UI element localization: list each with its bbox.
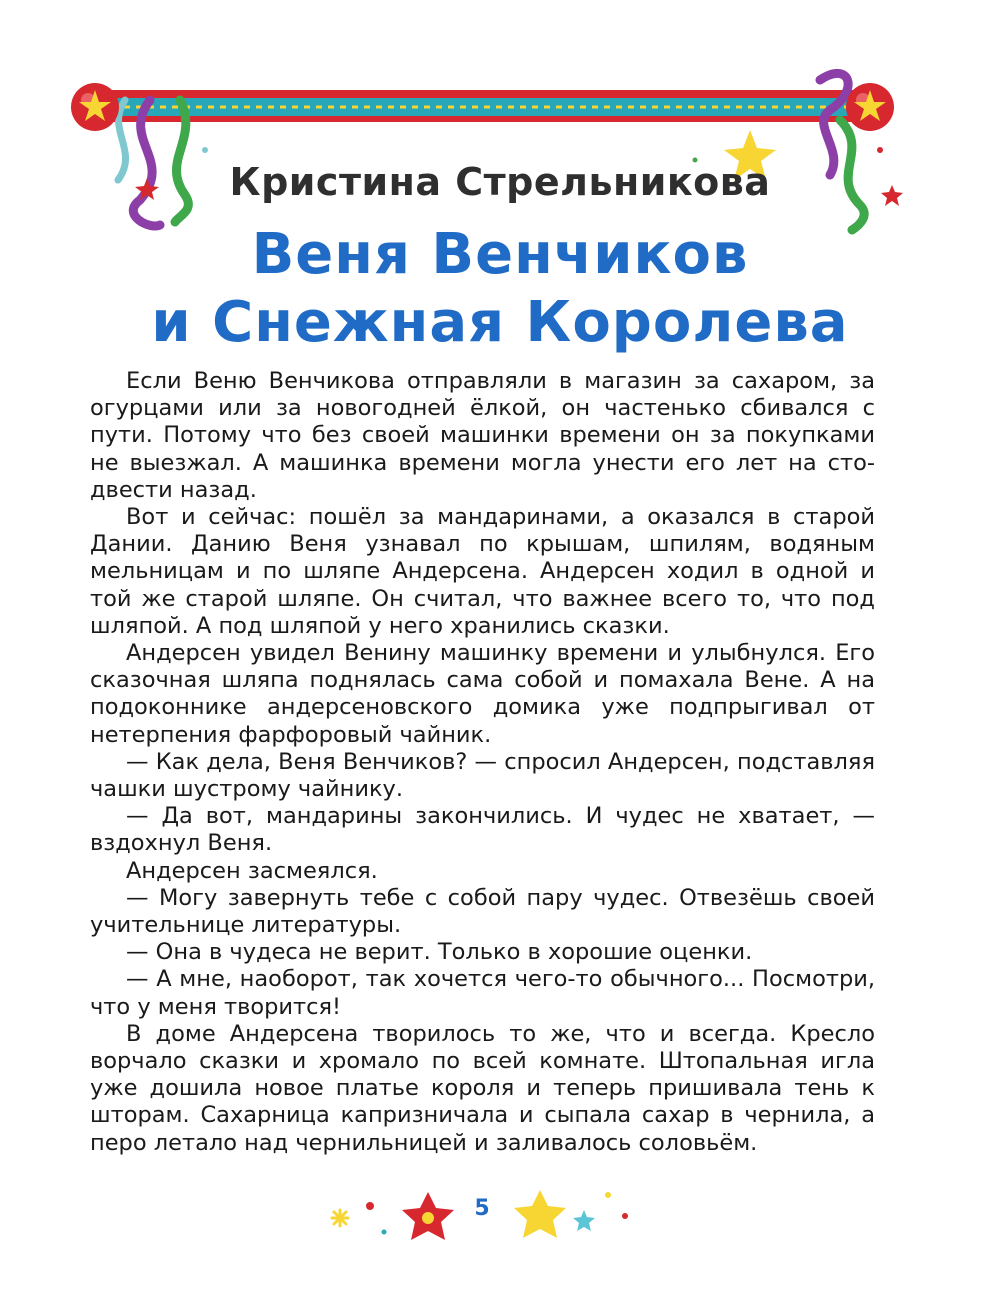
paragraph: — Да вот, мандарины закончились. И чудес не хватает, — вздохнул Веня. <box>90 803 875 857</box>
dot-icon <box>366 1202 374 1210</box>
paragraph: — Могу завернуть тебе с собой пару чудес. Отвезёшь своей учительнице литературы. <box>90 884 875 939</box>
paragraph: — Как дела, Веня Венчиков? — спросил Андерсен, подставляя чашки шустрому чайнику. <box>90 748 875 803</box>
paragraph: В доме Андерсена творилось то же, что и всегда. Кресло ворчало сказки и хромало по всей комнате. Штопальная игла уже дошила новое платье короля и теперь пришивала тень к шторам. Сахарница капризничала и сыпала сахар в чернила, а перо летало над чернильницей и заливалось соловьём. <box>90 1020 875 1156</box>
author-name: Кристина Стрельникова <box>229 160 771 204</box>
header-garland-decoration <box>0 0 1000 240</box>
dot-icon <box>605 1192 611 1198</box>
paragraph: Вот и сейчас: пошёл за мандаринами, а оказался в старой Дании. Данию Веня узнавал по крышам, шпилям, водяным мельницам и по шляпе Андерсена. Андерсен ходил в одной и той же старой шляпе. Он считал, что важнее всего то, что под шляпой. А под шляпой у него хранились сказки. <box>90 504 875 639</box>
ornament-left-icon <box>71 83 119 131</box>
paragraph: Андерсен засмеялся. <box>126 857 378 884</box>
dot-icon <box>382 1230 387 1235</box>
paragraph: — А мне, наоборот, так хочется чего-то обычного... Посмотри, что у меня творится! <box>90 966 875 1020</box>
title-line-1: Веня Венчиков <box>251 222 749 287</box>
story-text <box>90 368 875 1157</box>
star-teal-icon <box>573 1210 595 1231</box>
dot-icon <box>202 147 208 153</box>
paragraph: Андерсен увидел Венину машинку времени и улыбнулся. Его сказочная шляпа поднялась сама собой и помахала Вене. А на подоконнике андерсеновского домика уже подпрыгивал от нетерпения фарфоровый чайник. <box>90 640 875 748</box>
garland-band <box>100 90 880 122</box>
ornament-right-icon <box>846 83 894 131</box>
asterisk-icon <box>332 1210 348 1226</box>
dot-icon <box>622 1213 628 1219</box>
star-yellow-icon <box>514 1190 566 1238</box>
page-number: 5 <box>474 1196 490 1221</box>
title-line-2: и Снежная Королева <box>151 290 849 355</box>
paragraph: Если Веню Венчикова отправляли в магазин за сахаром, за огурцами или за новогодней ёлкой, он частенько сбивался с пути. Потому что без своей машинки времени он за покупками не выезжал. А машинка времени могла унести его лет на сто-двести назад. <box>90 368 875 503</box>
dot-icon <box>877 147 883 153</box>
paragraph: — Она в чудеса не верит. Только в хорошие оценки. <box>126 939 753 966</box>
footer-stars-decoration <box>0 1180 1000 1250</box>
star-red-icon <box>402 1192 454 1240</box>
